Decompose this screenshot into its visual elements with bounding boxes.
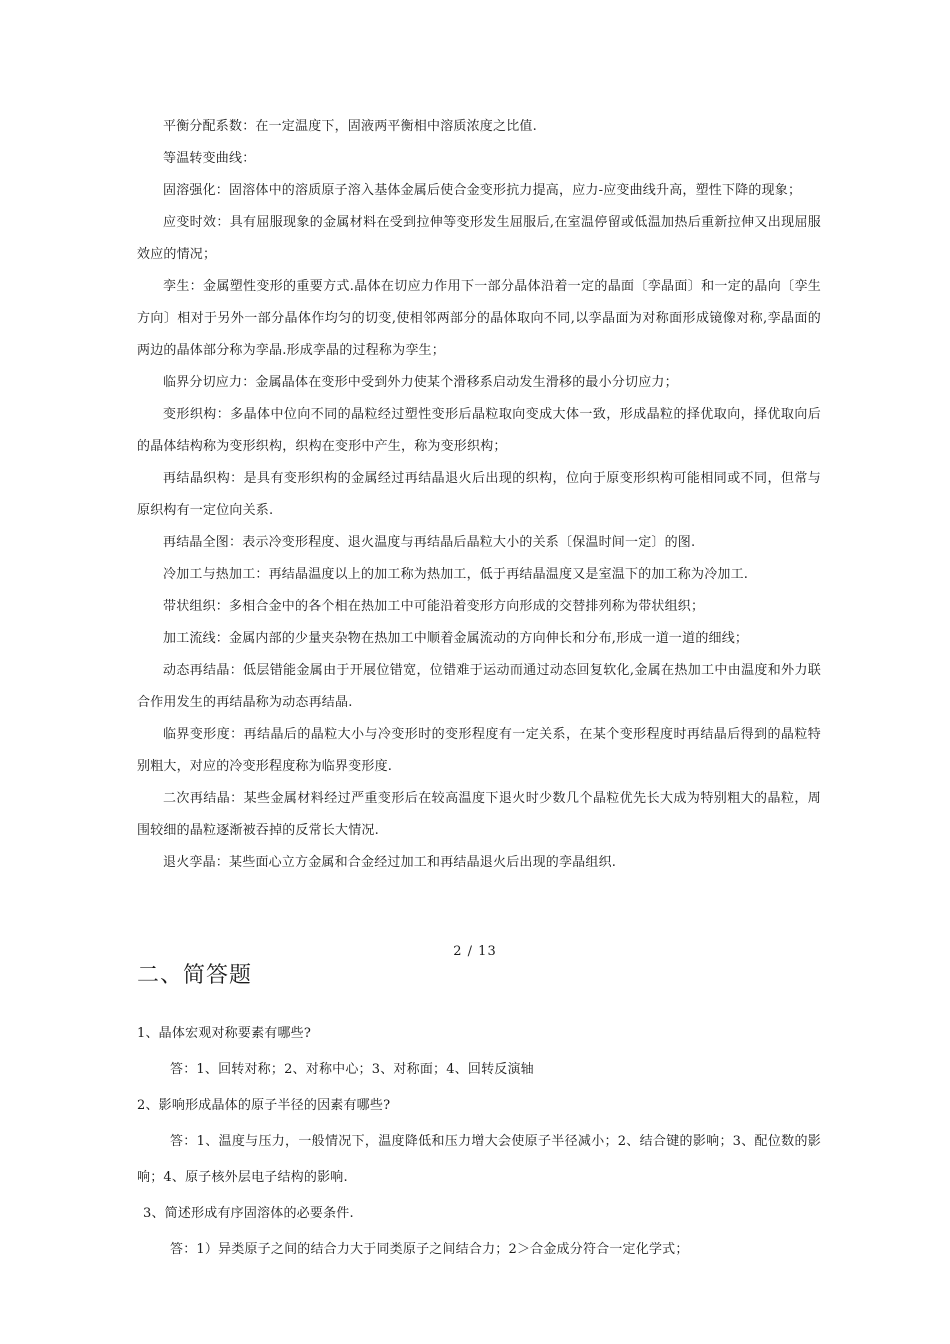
definition-paragraph: 平衡分配系数：在一定温度下，固液两平衡相中溶质浓度之比值. — [163, 119, 537, 134]
answer: 答：1、回转对称；2、对称中心；3、对称面；4、回转反演轴 — [170, 1062, 534, 1077]
definition-paragraph: 退火孪晶：某些面心立方金属和合金经过加工和再结晶退火后出现的孪晶组织. — [163, 855, 617, 870]
question: 3、简述形成有序固溶体的必要条件. — [143, 1206, 354, 1221]
definition-paragraph: 固溶强化：固溶体中的溶质原子溶入基体金属后使合金变形抗力提高，应力-应变曲线升高，塑性下降的现象； — [163, 183, 802, 198]
section-title: 二、简答题 — [137, 963, 253, 988]
definition-paragraph: 加工流线：金属内部的少量夹杂物在热加工中顺着金属流动的方向伸长和分布,形成一道一道的细线； — [163, 631, 749, 646]
answer: 答：1、温度与压力，一般情况下，温度降低和压力增大会使原子半径减小；2、结合键的影响；3、配位数的影响；4、原子核外层电子结构的影响. — [137, 1134, 821, 1185]
definition-paragraph: 动态再结晶：低层错能金属由于开展位错宽，位错难于运动而通过动态回复软化,金属在热加工中由温度和外力联合作用发生的再结晶称为动态再结晶. — [137, 663, 821, 710]
definition-paragraph: 二次再结晶：某些金属材料经过严重变形后在较高温度下退火时少数几个晶粒优先长大成为特别粗大的晶粒，周围较细的晶粒逐渐被吞掉的反常长大情况. — [137, 791, 821, 838]
definition-paragraph: 临界变形度：再结晶后的晶粒大小与冷变形时的变形程度有一定关系，在某个变形程度时再结晶后得到的晶粒特别粗大，对应的冷变形程度称为临界变形度. — [137, 727, 821, 774]
question: 1、晶体宏观对称要素有哪些? — [137, 1026, 312, 1041]
definition-paragraph: 变形织构：多晶体中位向不同的晶粒经过塑性变形后晶粒取向变成大体一致，形成晶粒的择优取向，择优取向后的晶体结构称为变形织构，织构在变形中产生，称为变形织构； — [137, 407, 821, 454]
page-number: 2 / 13 — [453, 944, 497, 959]
definition-paragraph: 孪生：金属塑性变形的重要方式.晶体在切应力作用下一部分晶体沿着一定的晶面〔孪晶面〕和一定的晶向〔孪生方向〕相对于另外一部分晶体作均匀的切变,使相邻两部分的晶体取向不同,以孪晶面为对称面形成镜像对称,孪晶面的两边的晶体部分称为孪晶.形成孪晶的过程称为孪生； — [137, 279, 821, 358]
definition-paragraph: 带状组织：多相合金中的各个相在热加工中可能沿着变形方向形成的交替排列称为带状组织； — [163, 599, 705, 614]
definition-paragraph: 再结晶织构：是具有变形织构的金属经过再结晶退火后出现的织构，位向于原变形织构可能相同或不同，但常与原织构有一定位向关系. — [137, 471, 821, 518]
definitions-list — [137, 111, 821, 879]
qa-list — [137, 1016, 821, 1268]
definition-paragraph: 应变时效：具有屈服现象的金属材料在受到拉伸等变形发生屈服后,在室温停留或低温加热后重新拉伸又出现屈服效应的情况； — [137, 215, 821, 262]
definition-paragraph: 冷加工与热加工：再结晶温度以上的加工称为热加工，低于再结晶温度又是室温下的加工称为冷加工. — [163, 567, 749, 582]
question: 2、影响形成晶体的原子半径的因素有哪些? — [137, 1098, 391, 1113]
definition-paragraph: 再结晶全图：表示冷变形程度、退火温度与再结晶后晶粒大小的关系〔保温时间一定〕的图. — [163, 535, 696, 550]
definition-paragraph: 等温转变曲线： — [163, 151, 256, 166]
definition-paragraph: 临界分切应力：金属晶体在变形中受到外力使某个滑移系启动发生滑移的最小分切应力； — [163, 375, 678, 390]
answer: 答：1）异类原子之间的结合力大于同类原子之间结合力；2＞合金成分符合一定化学式； — [170, 1242, 689, 1257]
